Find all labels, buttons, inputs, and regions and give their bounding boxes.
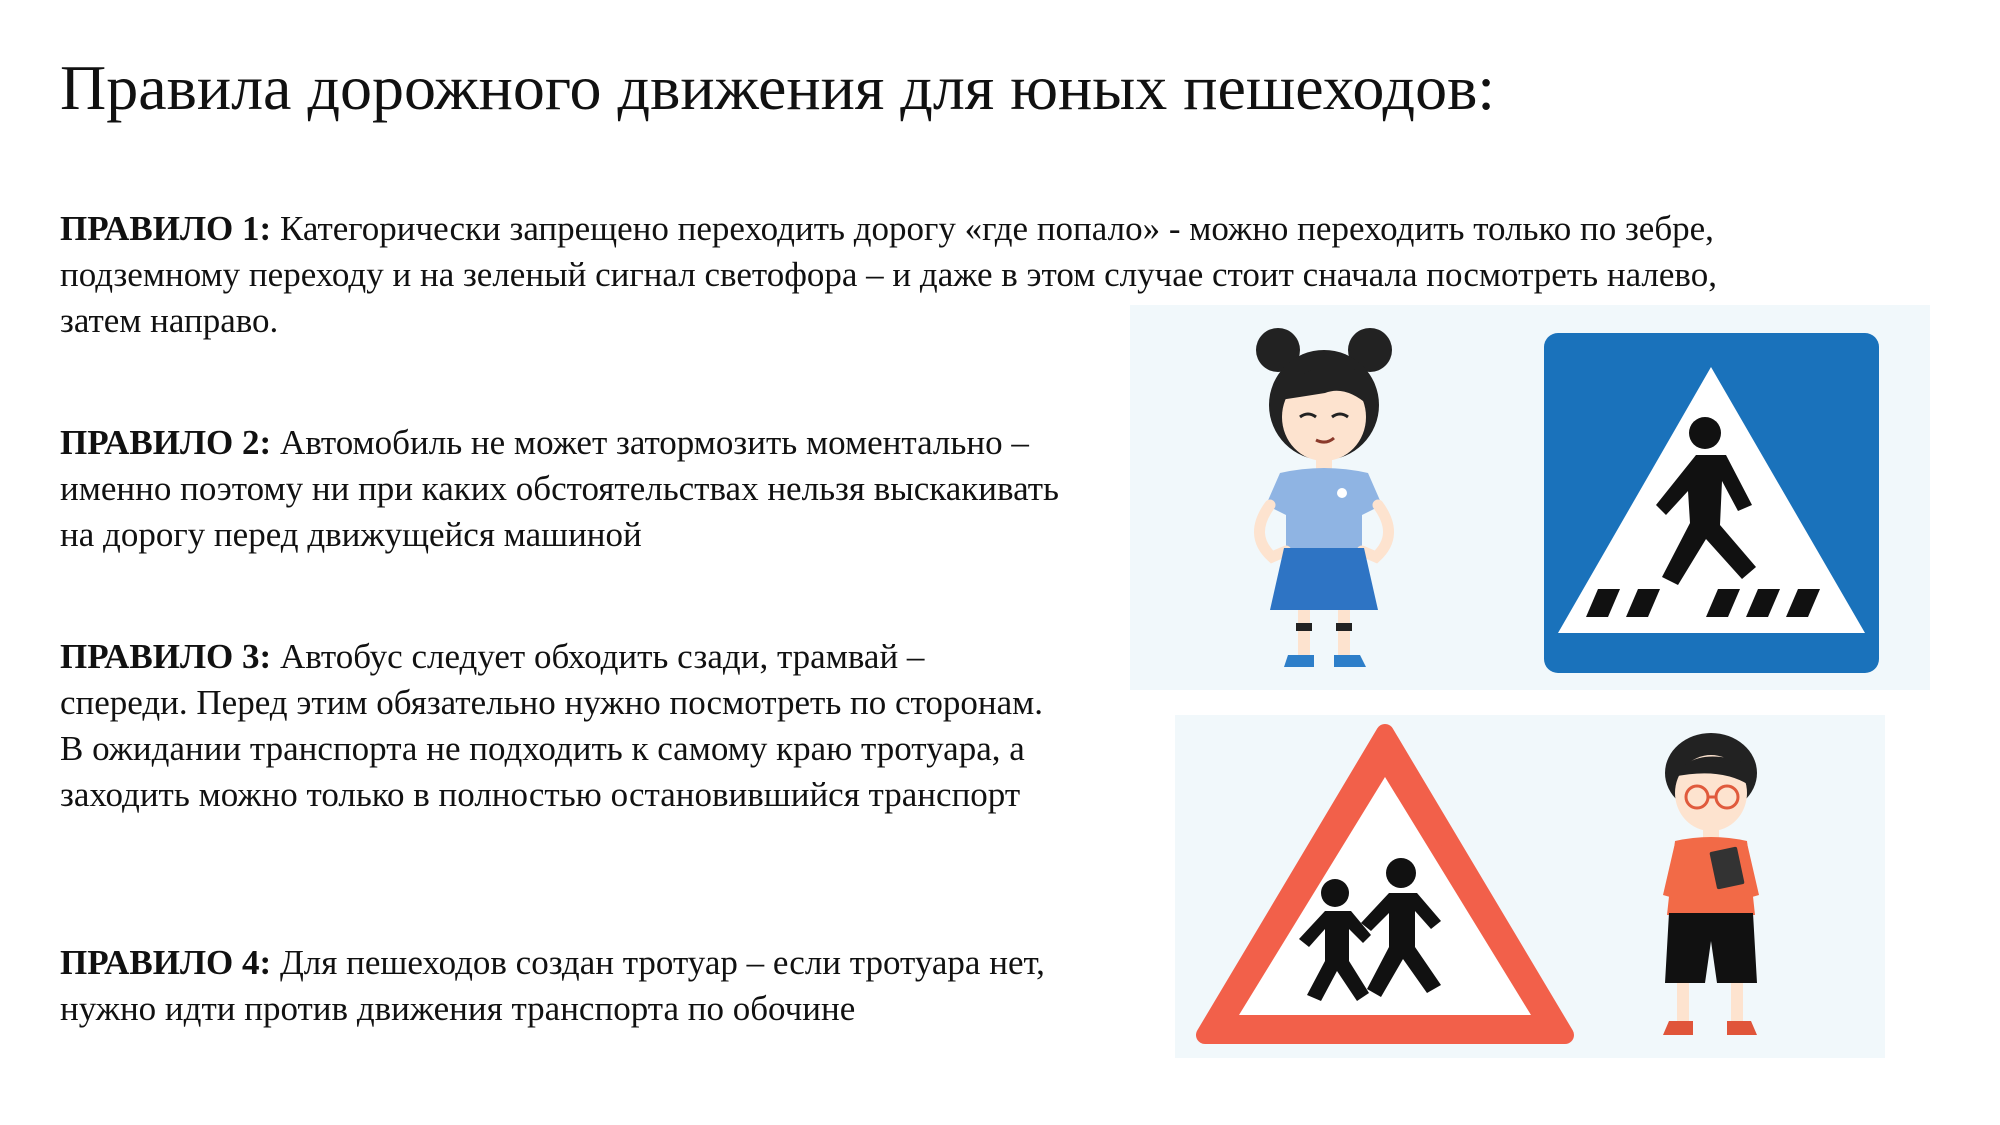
boy-illustration — [1663, 733, 1759, 1035]
rule-3-label: ПРАВИЛО 3: — [60, 637, 272, 676]
rule-1-label: ПРАВИЛО 1: — [60, 209, 272, 248]
rule-2-label: ПРАВИЛО 2: — [60, 423, 272, 462]
girl-illustration — [1256, 328, 1392, 667]
rule-2 — [60, 420, 1100, 558]
illustration-panel-top — [1130, 305, 1930, 690]
rule-3-text: Автобус следует обходить сзади, трамвай – спереди. Перед этим обязательно нужно посмотреть по сторонам. В ожидании транспорта не подходить к самому краю тротуара, а заходить можно только в полностью остановившийся транспорт — [60, 637, 1044, 814]
rule-4-text: Для пешеходов создан тротуар – если тротуара нет, нужно идти против движения транспорта по обочине — [60, 943, 1045, 1028]
rule-4 — [60, 940, 1100, 1032]
rule-1-text: Категорически запрещено переходить дорогу «где попало» - можно переходить только по зебре, подземному переходу и на зеленый сигнал светофора – и даже в этом случае стоит сначала посмотреть налево, затем направо. — [60, 209, 1717, 340]
rule-4-label: ПРАВИЛО 4: — [60, 943, 272, 982]
rule-3 — [60, 634, 1060, 818]
rule-2-text: Автомобиль не может затормозить моментально – именно поэтому ни при каких обстоятельствах нельзя выскакивать на дорогу перед движущейся машиной — [60, 423, 1059, 554]
pedestrian-crossing-sign — [1544, 333, 1879, 673]
illustration-panel-bottom — [1175, 715, 1885, 1058]
page-title: Правила дорожного движения для юных пешеходов: — [60, 52, 1496, 123]
children-crossing-warning-sign — [1205, 733, 1565, 1035]
